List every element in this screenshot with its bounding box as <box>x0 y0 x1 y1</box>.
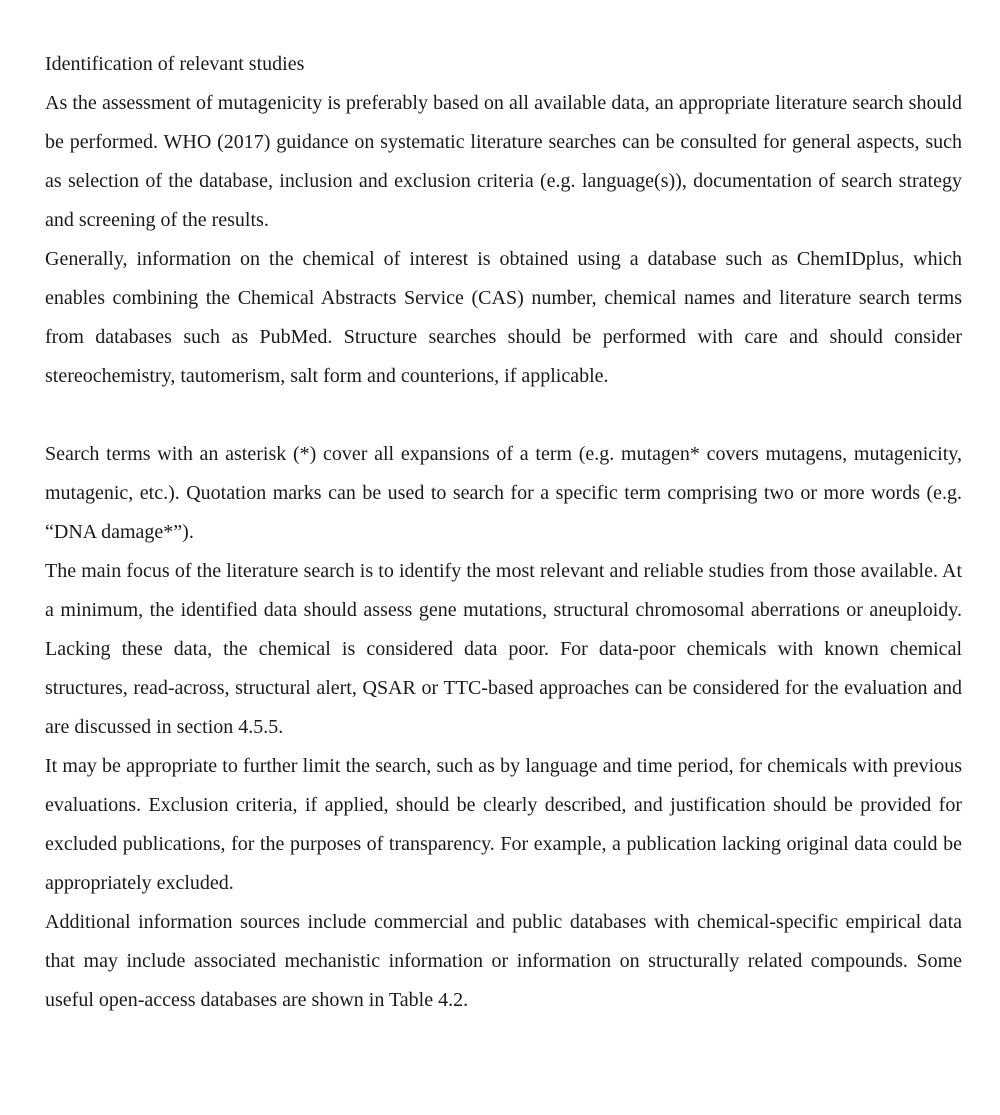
paragraph-search-terms: Search terms with an asterisk (*) cover all expansions of a term (e.g. mutagen* covers mutagens, mutagenicity, mutagenic, etc.). Quotation marks can be used to search for a specific term comprising two or more words (e.g. “DNA damage*”). <box>45 443 962 543</box>
paragraph-limit-search: It may be appropriate to further limit the search, such as by language and time period, for chemicals with previous evaluations. Exclusion criteria, if applied, should be clearly described, and justification should be provided for excluded publications, for the purposes of transparency. For example, a publication lacking original data could be appropriately excluded. <box>45 755 962 894</box>
paragraph-main-focus: The main focus of the literature search is to identify the most relevant and reliable studies from those available. At a minimum, the identified data should assess gene mutations, structural chromosomal aberrations or aneuploidy. Lacking these data, the chemical is considered data poor. For data-poor chemicals with known chemical structures, read-across, structural alert, QSAR or TTC-based approaches can be considered for the evaluation and are discussed in section 4.5.5. <box>45 560 962 738</box>
paragraph-chemidplus: Generally, information on the chemical of interest is obtained using a database such as ChemIDplus, which enables combining the Chemical Abstracts Service (CAS) number, chemical names and literature search terms from databases such as PubMed. Structure searches should be performed with care and should consider stereochemistry, tautomerism, salt form and counterions, if applicable. <box>45 248 962 387</box>
paragraph-gap <box>45 396 962 435</box>
section-heading: Identification of relevant studies <box>45 53 305 75</box>
document-page <box>45 45 962 1020</box>
paragraph-additional-sources: Additional information sources include commercial and public databases with chemical-specific empirical data that may include associated mechanistic information or information on structurally related compounds. Some useful open-access databases are shown in Table 4.2. <box>45 911 962 1011</box>
paragraph-literature-search: As the assessment of mutagenicity is preferably based on all available data, an appropriate literature search should be performed. WHO (2017) guidance on systematic literature searches can be consulted for general aspects, such as selection of the database, inclusion and exclusion criteria (e.g. language(s)), documentation of search strategy and screening of the results. <box>45 92 962 231</box>
